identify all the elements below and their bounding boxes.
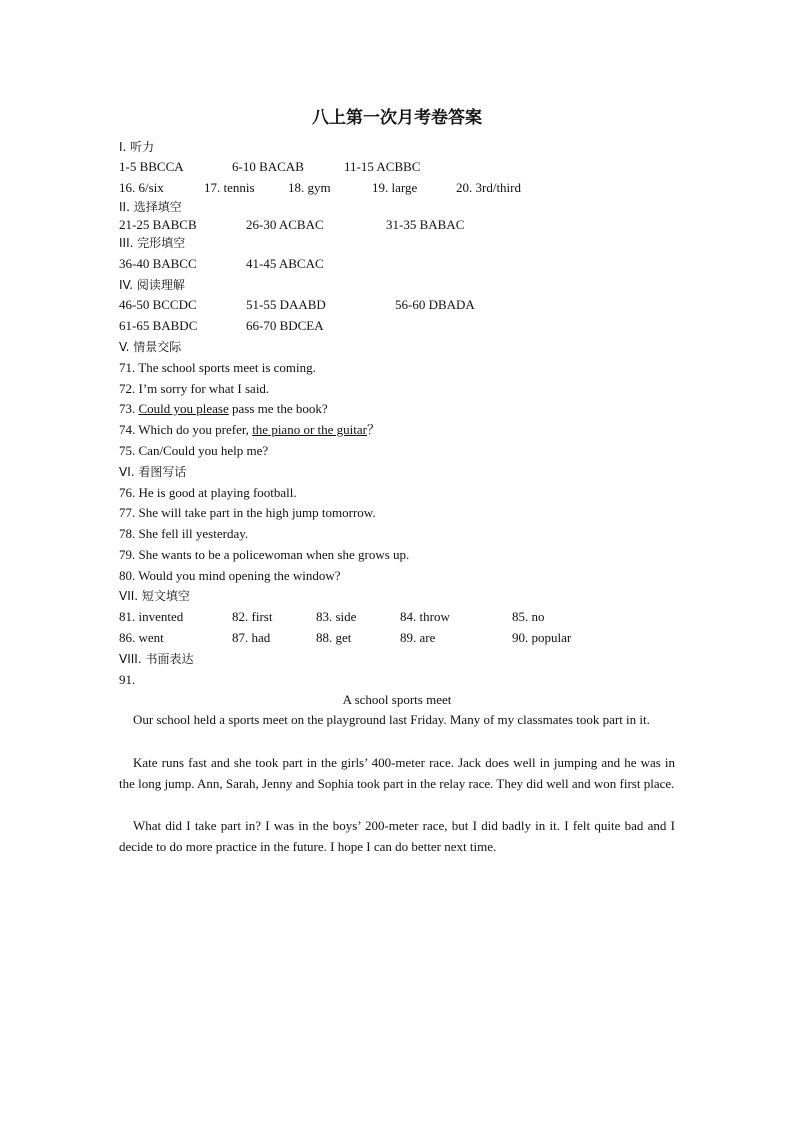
section-2-heading: II. 选择填空 xyxy=(119,200,182,214)
answer-21-25: 21-25 BABCB xyxy=(119,217,197,232)
answer-66-70: 66-70 BDCEA xyxy=(246,318,324,333)
answer-90: 90. popular xyxy=(512,630,572,645)
answer-36-40: 36-40 BABCC xyxy=(119,256,197,271)
section-3-heading: III. 完形填空 xyxy=(119,236,186,250)
section-7-row-1 xyxy=(119,608,679,626)
section-8-heading: VIII. 书面表达 xyxy=(119,652,194,666)
answer-88: 88. get xyxy=(316,630,352,645)
answer-51-55: 51-55 DAABD xyxy=(246,297,326,312)
answer-77: 77. She will take part in the high jump tomorrow. xyxy=(119,505,376,520)
section-3-row-1 xyxy=(119,255,679,273)
page-title: 八上第一次月考卷答案 xyxy=(312,108,482,128)
answer-78: 78. She fell ill yesterday. xyxy=(119,526,249,541)
section-4-row-2 xyxy=(119,317,679,335)
answer-81: 81. invented xyxy=(119,609,184,624)
section-1-row-1 xyxy=(119,158,679,176)
answer-79: 79. She wants to be a policewoman when she grows up. xyxy=(119,547,410,562)
section-4-heading: IV. 阅读理解 xyxy=(119,278,185,292)
answer-73 xyxy=(119,400,328,418)
answer-1-5: 1-5 BBCCA xyxy=(119,159,184,174)
answer-73-number: 73. xyxy=(119,401,139,416)
answer-85: 85. no xyxy=(512,609,545,624)
section-1-row-2 xyxy=(119,179,679,197)
section-4-row-1 xyxy=(119,296,679,314)
answer-71: 71. The school sports meet is coming. xyxy=(119,360,316,375)
section-1-heading: I. 听力 xyxy=(119,140,155,154)
answer-80: 80. Would you mind opening the window? xyxy=(119,568,341,583)
answer-61-65: 61-65 BABDC xyxy=(119,318,198,333)
answer-89: 89. are xyxy=(400,630,436,645)
essay-paragraph-3: What did I take part in? I was in the boys’ 200-meter race, but I did badly in it. I felt quite bad and I decide to do more practice in the future. I hope I can do better next time. xyxy=(119,818,675,854)
section-6-heading: VI. 看图写话 xyxy=(119,465,187,479)
answer-75: 75. Can/Could you help me? xyxy=(119,443,269,458)
answer-56-60: 56-60 DBADA xyxy=(395,297,475,312)
answer-11-15: 11-15 ACBBC xyxy=(344,159,421,174)
essay-paragraph-2: Kate runs fast and she took part in the girls’ 400-meter race. Jack does well in jumping and he was in the long jump. Ann, Sarah, Jenny and Sophia took part in the relay race. They did well and won first place. xyxy=(119,755,675,791)
section-5-heading: V. 情景交际 xyxy=(119,340,182,354)
essay-title: A school sports meet xyxy=(342,692,452,707)
answer-19: 19. large xyxy=(372,180,418,195)
answer-20: 20. 3rd/third xyxy=(456,180,521,195)
answer-17: 17. tennis xyxy=(204,180,255,195)
answer-74-end: ？ xyxy=(367,422,381,437)
answer-74-underlined: the piano or the guitar xyxy=(252,422,367,437)
answer-6-10: 6-10 BACAB xyxy=(232,159,304,174)
answer-83: 83. side xyxy=(316,609,357,624)
section-2-row-1 xyxy=(119,216,679,234)
answer-73-underlined: Could you please xyxy=(138,401,229,416)
answer-72: 72. I’m sorry for what I said. xyxy=(119,381,270,396)
answer-16: 16. 6/six xyxy=(119,180,164,195)
answer-74 xyxy=(119,421,380,439)
answer-18: 18. gym xyxy=(288,180,331,195)
answer-74-start: 74. Which do you prefer, xyxy=(119,422,253,437)
answer-84: 84. throw xyxy=(400,609,450,624)
answer-73-rest: pass me the book? xyxy=(228,401,328,416)
essay-paragraph-1: Our school held a sports meet on the playground last Friday. Many of my classmates took part in it. xyxy=(133,712,650,727)
section-7-heading: VII. 短文填空 xyxy=(119,589,190,603)
answer-86: 86. went xyxy=(119,630,164,645)
answer-76: 76. He is good at playing football. xyxy=(119,485,297,500)
answer-91-number: 91. xyxy=(119,672,136,687)
answer-26-30: 26-30 ACBAC xyxy=(246,217,324,232)
section-7-row-2 xyxy=(119,629,679,647)
answer-46-50: 46-50 BCCDC xyxy=(119,297,197,312)
answer-87: 87. had xyxy=(232,630,271,645)
answer-31-35: 31-35 BABAC xyxy=(386,217,465,232)
answer-41-45: 41-45 ABCAC xyxy=(246,256,324,271)
answer-82: 82. first xyxy=(232,609,273,624)
